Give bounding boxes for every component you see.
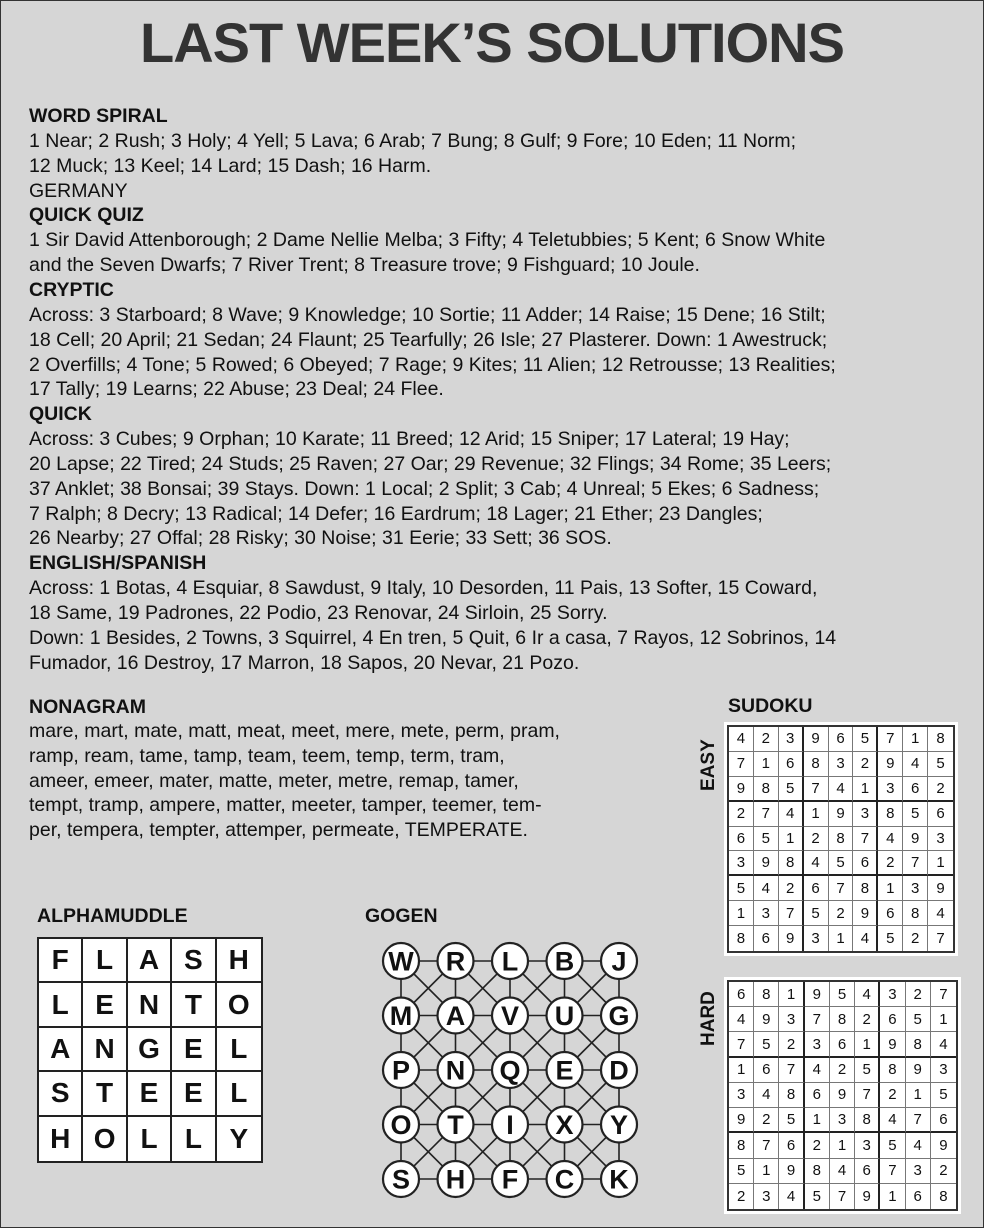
sudoku-cell: 6 — [754, 1058, 779, 1083]
sudoku-cell: 9 — [855, 1184, 880, 1209]
sudoku-cell: 4 — [779, 1184, 804, 1209]
alphamuddle-cell: G — [128, 1028, 172, 1072]
sudoku-cell: 1 — [779, 982, 804, 1007]
section-line: Across: 3 Cubes; 9 Orphan; 10 Karate; 11 Breed; 12 Arid; 15 Sniper; 17 Lateral; 19 Hay; — [29, 428, 790, 451]
alphamuddle-cell: E — [128, 1072, 172, 1116]
sudoku-cell: 1 — [853, 777, 878, 802]
nonagram-section — [29, 695, 669, 843]
sudoku-cell: 7 — [779, 901, 804, 926]
alphamuddle-cell: E — [83, 983, 127, 1027]
sudoku-cell: 7 — [931, 982, 956, 1007]
sudoku-cell: 6 — [729, 827, 754, 852]
alphamuddle-cell: N — [83, 1028, 127, 1072]
sudoku-cell: 8 — [853, 876, 878, 901]
gogen-letter: K — [609, 1164, 629, 1195]
sudoku-cell: 1 — [754, 752, 779, 777]
gogen-letter: E — [555, 1055, 574, 1086]
sudoku-cell: 2 — [754, 1108, 779, 1133]
sudoku-cell: 8 — [880, 1058, 905, 1083]
sudoku-cell: 2 — [779, 876, 804, 901]
sudoku-cell: 2 — [729, 802, 754, 827]
sudoku-cell: 4 — [754, 876, 779, 901]
sudoku-cell: 9 — [729, 1108, 754, 1133]
sudoku-cell: 4 — [878, 827, 903, 852]
section-line: 7 Ralph; 8 Decry; 13 Radical; 14 Defer; 16 Eardrum; 18 Lager; 21 Ether; 23 Dangles; — [29, 502, 763, 525]
gogen-letter: J — [611, 946, 627, 977]
sudoku-cell: 9 — [878, 752, 903, 777]
gogen-letter: F — [501, 1164, 519, 1195]
gogen-letter: P — [391, 1055, 411, 1086]
sudoku-cell: 3 — [830, 1108, 855, 1133]
alphamuddle-cell: A — [39, 1028, 83, 1072]
sudoku-cell: 5 — [805, 1184, 830, 1209]
sudoku-cell: 6 — [880, 1007, 905, 1032]
sudoku-cell: 3 — [729, 1083, 754, 1108]
nonagram-line: per, tempera, tempter, attemper, permeate, TEMPERATE. — [29, 819, 528, 842]
sudoku-cell: 9 — [754, 1007, 779, 1032]
section-heading: ENGLISH/SPANISH — [29, 552, 207, 575]
sudoku-cell: 6 — [830, 1032, 855, 1057]
sudoku-cell: 3 — [779, 727, 804, 752]
sudoku-cell: 4 — [754, 1083, 779, 1108]
sudoku-cell: 1 — [829, 926, 854, 951]
gogen-heading: GOGEN — [365, 905, 438, 927]
section-line: 2 Overfills; 4 Tone; 5 Rowed; 6 Obeyed; 7 Rage; 9 Kites; 11 Alien; 12 Retrousse; 13 Realities; — [29, 353, 836, 376]
section-heading: WORD SPIRAL — [29, 105, 168, 127]
sudoku-cell: 1 — [880, 1184, 905, 1209]
sudoku-cell: 9 — [853, 901, 878, 926]
sudoku-cell: 4 — [880, 1108, 905, 1133]
gogen-letter: D — [609, 1055, 629, 1086]
alphamuddle-cell: L — [172, 1117, 216, 1161]
alphamuddle-cell: E — [172, 1028, 216, 1072]
alphamuddle-cell: L — [217, 1072, 261, 1116]
sudoku-cell: 6 — [805, 1083, 830, 1108]
sudoku-cell: 2 — [855, 1007, 880, 1032]
sudoku-cell: 9 — [805, 982, 830, 1007]
section-line: Across: 1 Botas, 4 Esquiar, 8 Sawdust, 9 Italy, 10 Desorden, 11 Pais, 13 Softer, 15 Coward, — [29, 577, 818, 600]
sudoku-cell: 9 — [880, 1032, 905, 1057]
section-line: 20 Lapse; 22 Tired; 24 Studs; 25 Raven; 27 Oar; 29 Revenue; 32 Flings; 34 Rome; 35 Leers; — [29, 452, 832, 475]
sudoku-cell: 2 — [804, 827, 829, 852]
sudoku-cell: 2 — [878, 851, 903, 876]
sudoku-cell: 6 — [928, 802, 953, 827]
sudoku-cell: 9 — [830, 1083, 855, 1108]
sudoku-cell: 8 — [804, 752, 829, 777]
nonagram-body — [29, 719, 669, 843]
sudoku-cell: 1 — [903, 727, 928, 752]
sudoku-cell: 6 — [779, 752, 804, 777]
nonagram-line: tempt, tramp, ampere, matter, meeter, tamper, teemer, tem- — [29, 794, 542, 817]
sudoku-cell: 2 — [903, 926, 928, 951]
sudoku-cell: 7 — [880, 1159, 905, 1184]
section-line: 18 Same, 19 Padrones, 22 Podio, 23 Renovar, 24 Sirloin, 25 Sorry. — [29, 601, 608, 624]
sudoku-cell: 3 — [754, 1184, 779, 1209]
sudoku-cell: 1 — [928, 851, 953, 876]
sudoku-cell: 4 — [729, 1007, 754, 1032]
alphamuddle-cell: H — [217, 939, 261, 983]
sudoku-cell: 7 — [936, 930, 945, 948]
section-heading: CRYPTIC — [29, 278, 114, 301]
sudoku-cell: 3 — [829, 752, 854, 777]
sudoku-cell: 8 — [754, 982, 779, 1007]
sudoku-cell: 9 — [829, 802, 854, 827]
sudoku-hard-grid — [727, 980, 958, 1211]
sudoku-cell: 5 — [729, 1159, 754, 1184]
sudoku-cell: 4 — [906, 1133, 931, 1158]
gogen-letter: U — [554, 1001, 575, 1031]
sudoku-cell: 2 — [931, 1159, 956, 1184]
section-heading: QUICK — [29, 403, 92, 426]
gogen-letter: C — [554, 1164, 575, 1195]
alphamuddle-cell: L — [83, 939, 127, 983]
alphamuddle-cell: E — [172, 1072, 216, 1116]
sudoku-cell: 3 — [853, 802, 878, 827]
sudoku-cell: 1 — [729, 901, 754, 926]
sudoku-cell: 3 — [804, 926, 829, 951]
sudoku-cell: 1 — [805, 1108, 830, 1133]
alphamuddle-cell: L — [128, 1117, 172, 1161]
gogen-letter: H — [445, 1164, 466, 1195]
section-line: 26 Nearby; 27 Offal; 28 Risky; 30 Noise; 31 Eerie; 33 Sett; 36 SOS. — [29, 527, 612, 550]
sudoku-cell: 8 — [939, 1187, 948, 1205]
sudoku-heading: SUDOKU — [728, 695, 813, 717]
sudoku-cell: 5 — [830, 982, 855, 1007]
sudoku-cell: 3 — [754, 901, 779, 926]
sudoku-cell: 6 — [906, 1184, 931, 1209]
sudoku-cell: 1 — [931, 1007, 956, 1032]
sudoku-cell: 4 — [779, 802, 804, 827]
gogen-letter: L — [501, 946, 519, 977]
sudoku-cell: 5 — [804, 901, 829, 926]
sudoku-cell: 5 — [903, 802, 928, 827]
sudoku-cell: 2 — [779, 1032, 804, 1057]
sudoku-cell: 4 — [830, 1159, 855, 1184]
sudoku-cell: 2 — [729, 1184, 754, 1209]
gogen-letter: M — [389, 1001, 413, 1031]
sudoku-cell: 7 — [754, 1133, 779, 1158]
sudoku-cell: 5 — [931, 1083, 956, 1108]
gogen-letter: R — [445, 946, 466, 977]
alphamuddle-cell: H — [39, 1117, 83, 1161]
sudoku-cell: 8 — [928, 727, 953, 752]
section-line: 12 Muck; 13 Keel; 14 Lard; 15 Dash; 16 Harm. — [29, 154, 432, 177]
sudoku-cell: 3 — [779, 1007, 804, 1032]
section-line: Across: 3 Starboard; 8 Wave; 9 Knowledge; 10 Sortie; 11 Adder; 14 Raise; 15 Dene; 16 Stilt; — [29, 303, 826, 326]
sudoku-cell: 8 — [878, 802, 903, 827]
sudoku-cell: 7 — [729, 1032, 754, 1057]
sudoku-cell: 8 — [779, 851, 804, 876]
sudoku-cell: 8 — [855, 1108, 880, 1133]
sudoku-cell: 7 — [853, 827, 878, 852]
nonagram-line: mare, mart, mate, matt, meat, meet, mere, mete, perm, pram, — [29, 720, 560, 742]
sudoku-cell: 5 — [829, 851, 854, 876]
gogen-letter: S — [391, 1164, 411, 1195]
sudoku-cell: 4 — [928, 901, 953, 926]
alphamuddle-cell: O — [217, 983, 261, 1027]
sudoku-cell: 3 — [931, 1058, 956, 1083]
sudoku-cell: 5 — [729, 876, 754, 901]
sudoku-cell: 6 — [804, 876, 829, 901]
sudoku-cell: 9 — [903, 827, 928, 852]
alphamuddle-cell: Y — [229, 1122, 249, 1154]
gogen-letter: A — [445, 1001, 466, 1031]
section-line: 1 Sir David Attenborough; 2 Dame Nellie Melba; 3 Fifty; 4 Teletubbies; 5 Kent; 6 Snow White — [29, 229, 826, 252]
section-line: 37 Anklet; 38 Bonsai; 39 Stays. Down: 1 Local; 2 Split; 3 Cab; 4 Unreal; 5 Ekes; 6 Sadness; — [29, 477, 820, 500]
sudoku-cell: 9 — [729, 777, 754, 802]
sudoku-cell: 9 — [804, 727, 829, 752]
sudoku-cell: 7 — [754, 802, 779, 827]
text-solutions — [29, 104, 959, 675]
alphamuddle-cell: L — [217, 1028, 261, 1072]
gogen-letter: Q — [499, 1055, 521, 1086]
alphamuddle-cell: F — [39, 939, 83, 983]
sudoku-cell: 3 — [805, 1032, 830, 1057]
sudoku-cell: 8 — [729, 1133, 754, 1158]
sudoku-cell: 2 — [805, 1133, 830, 1158]
sudoku-hard-label: HARD — [698, 991, 719, 1046]
sudoku-cell: 9 — [779, 926, 804, 951]
sudoku-cell: 7 — [855, 1083, 880, 1108]
sudoku-cell: 1 — [779, 827, 804, 852]
page-title: LAST WEEK’S SOLUTIONS — [140, 11, 844, 74]
sudoku-cell: 3 — [906, 1159, 931, 1184]
gogen-letter: N — [445, 1055, 466, 1086]
sudoku-cell: 2 — [906, 982, 931, 1007]
sudoku-cell: 4 — [903, 752, 928, 777]
alphamuddle-cell: A — [128, 939, 172, 983]
sudoku-cell: 6 — [855, 1159, 880, 1184]
sudoku-cell: 7 — [729, 752, 754, 777]
sudoku-cell: 6 — [903, 777, 928, 802]
sudoku-cell: 9 — [928, 876, 953, 901]
sudoku-cell: 4 — [804, 851, 829, 876]
gogen-grid — [361, 931, 641, 1221]
alphamuddle-heading: ALPHAMUDDLE — [37, 905, 188, 927]
sudoku-cell: 6 — [853, 851, 878, 876]
sudoku-cell: 5 — [754, 827, 779, 852]
section-line: and the Seven Dwarfs; 7 River Trent; 8 Treasure trove; 9 Fishguard; 10 Joule. — [29, 254, 700, 277]
sudoku-cell: 1 — [878, 876, 903, 901]
section-line: 1 Near; 2 Rush; 3 Holy; 4 Yell; 5 Lava; 6 Arab; 7 Bung; 8 Gulf; 9 Fore; 10 Eden; 11 Norm; — [29, 130, 797, 152]
sudoku-cell: 1 — [906, 1083, 931, 1108]
sudoku-cell: 7 — [829, 876, 854, 901]
sudoku-cell: 5 — [878, 926, 903, 951]
section-line: GERMANY — [29, 179, 128, 202]
gogen-letter: B — [554, 946, 575, 977]
gogen-letter: I — [506, 1110, 514, 1140]
sudoku-cell: 2 — [928, 777, 953, 802]
sudoku-cell: 7 — [805, 1007, 830, 1032]
sudoku-cell: 1 — [855, 1032, 880, 1057]
sudoku-cell: 1 — [754, 1159, 779, 1184]
sudoku-easy-grid — [727, 725, 955, 953]
sudoku-cell: 9 — [754, 851, 779, 876]
sudoku-cell: 3 — [855, 1133, 880, 1158]
sudoku-cell: 6 — [931, 1108, 956, 1133]
sudoku-easy-label: EASY — [698, 739, 719, 791]
alphamuddle-cell: S — [39, 1072, 83, 1116]
section-line: 17 Tally; 19 Learns; 22 Abuse; 23 Deal; 24 Flee. — [29, 378, 444, 401]
gogen-letter: W — [388, 946, 414, 977]
sudoku-cell: 8 — [906, 1032, 931, 1057]
sudoku-cell: 3 — [903, 876, 928, 901]
sudoku-cell: 3 — [729, 851, 754, 876]
sudoku-cell: 6 — [779, 1133, 804, 1158]
sudoku-cell: 9 — [906, 1058, 931, 1083]
sudoku-cell: 3 — [928, 827, 953, 852]
alphamuddle-cell: T — [172, 983, 216, 1027]
sudoku-cell: 8 — [830, 1007, 855, 1032]
sudoku-cell: 4 — [729, 727, 754, 752]
gogen-letter: V — [500, 1001, 520, 1031]
sudoku-cell: 7 — [903, 851, 928, 876]
sudoku-cell: 8 — [903, 901, 928, 926]
sudoku-cell: 5 — [880, 1133, 905, 1158]
sudoku-cell: 7 — [804, 777, 829, 802]
gogen-letter: G — [608, 1001, 630, 1031]
sudoku-cell: 4 — [829, 777, 854, 802]
sudoku-cell: 5 — [906, 1007, 931, 1032]
sudoku-cell: 8 — [779, 1083, 804, 1108]
sudoku-cell: 2 — [853, 752, 878, 777]
sudoku-cell: 7 — [906, 1108, 931, 1133]
section-line: Down: 1 Besides, 2 Towns, 3 Squirrel, 4 En tren, 5 Quit, 6 Ir a casa, 7 Rayos, 12 Sobrinos, 14 — [29, 626, 837, 649]
sudoku-cell: 6 — [729, 982, 754, 1007]
sudoku-cell: 4 — [853, 926, 878, 951]
gogen-letter: X — [555, 1110, 574, 1140]
sudoku-cell: 6 — [754, 926, 779, 951]
sudoku-cell: 4 — [855, 982, 880, 1007]
sudoku-cell: 1 — [729, 1058, 754, 1083]
sudoku-cell: 5 — [928, 752, 953, 777]
sudoku-cell: 4 — [805, 1058, 830, 1083]
sudoku-cell: 6 — [878, 901, 903, 926]
sudoku-cell: 8 — [805, 1159, 830, 1184]
sudoku-cell: 7 — [878, 727, 903, 752]
sudoku-cell: 1 — [830, 1133, 855, 1158]
sudoku-cell: 6 — [829, 727, 854, 752]
nonagram-line: ramp, ream, tame, tamp, team, teem, temp, term, tram, — [29, 744, 505, 767]
sudoku-cell: 5 — [754, 1032, 779, 1057]
sudoku-cell: 5 — [855, 1058, 880, 1083]
alphamuddle-cell: N — [128, 983, 172, 1027]
sudoku-cell: 9 — [779, 1159, 804, 1184]
alphamuddle-cell: L — [39, 983, 83, 1027]
sudoku-cell: 7 — [779, 1058, 804, 1083]
sudoku-cell: 3 — [880, 982, 905, 1007]
sudoku-cell: 8 — [829, 827, 854, 852]
alphamuddle-cell: S — [172, 939, 216, 983]
alphamuddle-cell: O — [83, 1117, 127, 1161]
sudoku-cell: 5 — [853, 727, 878, 752]
sudoku-cell: 7 — [830, 1184, 855, 1209]
sudoku-cell: 5 — [779, 777, 804, 802]
gogen-letter: O — [390, 1110, 412, 1140]
sudoku-cell: 2 — [880, 1083, 905, 1108]
gogen-letter: T — [447, 1110, 464, 1140]
sudoku-cell: 2 — [830, 1058, 855, 1083]
gogen-letter: Y — [609, 1110, 629, 1140]
sudoku-cell: 5 — [779, 1108, 804, 1133]
sudoku-cell: 3 — [878, 777, 903, 802]
sudoku-cell: 2 — [829, 901, 854, 926]
section-line: 18 Cell; 20 April; 21 Sedan; 24 Flaunt; 25 Tearfully; 26 Isle; 27 Plasterer. Down: 1 Awestruck; — [29, 328, 828, 351]
nonagram-heading: NONAGRAM — [29, 696, 146, 718]
alphamuddle-cell: T — [83, 1072, 127, 1116]
sudoku-cell: 9 — [931, 1133, 956, 1158]
alphamuddle-grid — [37, 937, 263, 1163]
sudoku-cell: 8 — [754, 777, 779, 802]
sudoku-cell: 8 — [729, 926, 754, 951]
nonagram-line: ameer, emeer, mater, matte, meter, metre, remap, tamer, — [29, 769, 519, 792]
section-heading: QUICK QUIZ — [29, 204, 144, 227]
section-line: Fumador, 16 Destroy, 17 Marron, 18 Sapos, 20 Nevar, 21 Pozo. — [29, 651, 580, 674]
sudoku-cell: 2 — [754, 727, 779, 752]
sudoku-cell: 4 — [931, 1032, 956, 1057]
sudoku-cell: 1 — [804, 802, 829, 827]
